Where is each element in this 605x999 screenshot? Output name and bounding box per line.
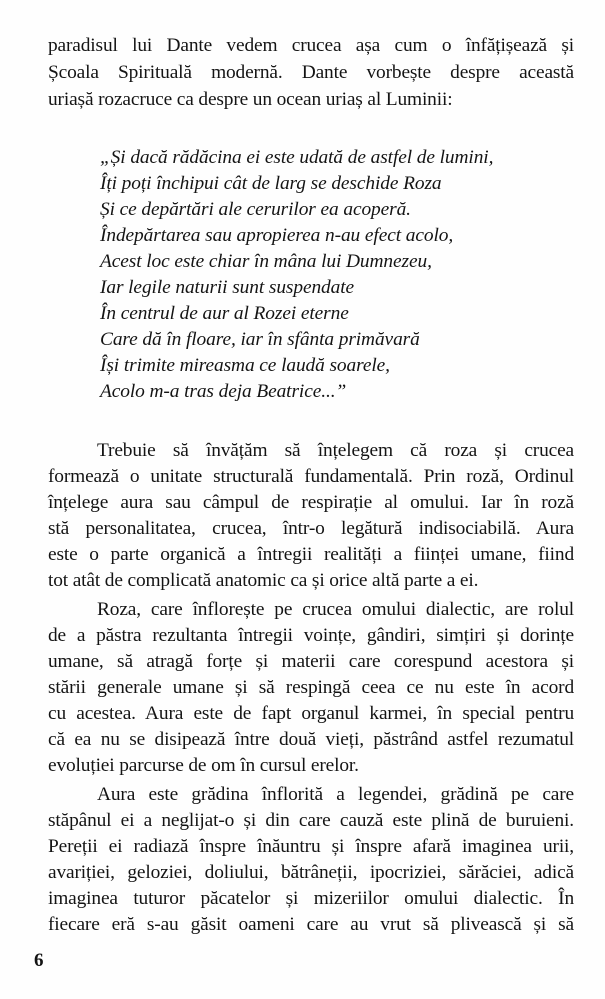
paragraph-line: că ea nu se disipează între două vieți, păstrând astfel rezumatul [48, 729, 574, 750]
intro-line: Școala Spirituală modernă. Dante vorbește despre această [48, 62, 574, 83]
verse-line: Și ce depărtări ale cerurilor ea acoperă. [100, 199, 411, 220]
paragraph-line: evoluției parcurse de om în cursul erelor. [48, 755, 359, 776]
intro-line: paradisul lui Dante vedem crucea așa cum o înfățișează și [48, 35, 574, 56]
paragraph-line: avariției, geloziei, doliului, bătrâneții, ipocriziei, sărăciei, adică [48, 862, 574, 883]
verse-line: Își trimite mireasma ce laudă soarele, [100, 355, 390, 376]
paragraph-line: Roza, care înflorește pe crucea omului dialectic, are rolul [97, 599, 574, 620]
paragraph-line: stă personalitatea, crucea, într-o legătură indisociabilă. Aura [48, 518, 574, 539]
verse-line: Acolo m-a tras deja Beatrice...” [100, 381, 347, 402]
verse-line: „Și dacă rădăcina ei este udată de astfel de lumini, [100, 147, 494, 168]
verse-line: Îndepărtarea sau apropierea n-au efect acolo, [100, 225, 454, 246]
verse-line: Acest loc este chiar în mâna lui Dumnezeu, [100, 251, 432, 272]
paragraph-line: Trebuie să învățăm să înțelegem că roza și crucea [97, 440, 574, 461]
paragraph-line: înțelege aura sau câmpul de respirație al omului. Iar în roză [48, 492, 574, 513]
paragraph-line: stării generale umane și să respingă ceea ce nu este în acord [48, 677, 574, 698]
verse-line: În centrul de aur al Rozei eterne [100, 303, 349, 324]
paragraph-line: Aura este grădina înflorită a legendei, grădină pe care [97, 784, 574, 805]
paragraph-line: tot atât de complicată anatomic ca și orice altă parte a ei. [48, 570, 479, 591]
verse-line: Care dă în floare, iar în sfânta primăvară [100, 329, 420, 350]
paragraph-line: Pereții ei radiază înspre înăuntru și înspre afară imaginea urii, [48, 836, 574, 857]
paragraph-line: stăpânul ei a neglijat-o și din care cauză este plină de buruieni. [48, 810, 574, 831]
paragraph-line: formează o unitate structurală fundamentală. Prin roză, Ordinul [48, 466, 574, 487]
page-number: 6 [34, 950, 44, 971]
verse-line: Îți poți închipui cât de larg se deschide Roza [100, 173, 442, 194]
paragraph-line: fiecare eră s-au găsit oameni care au vrut să plivească și să [48, 914, 574, 935]
paragraph-line: este o parte organică a întregii realități a ființei umane, fiind [48, 544, 574, 565]
paragraph-line: de a păstra rezultanta întregii voințe, gândiri, simțiri și dorințe [48, 625, 574, 646]
verse-line: Iar legile naturii sunt suspendate [100, 277, 355, 298]
intro-line: uriașă rozacruce ca despre un ocean uriaș al Luminii: [48, 89, 453, 110]
paragraph-line: umane, să atragă forțe și materii care corespund acestora și [48, 651, 574, 672]
paragraph-line: imaginea tuturor păcatelor și mizeriilor omului dialectic. În [48, 888, 574, 909]
paragraph-line: cu acestea. Aura este de fapt organul karmei, în special pentru [48, 703, 574, 724]
